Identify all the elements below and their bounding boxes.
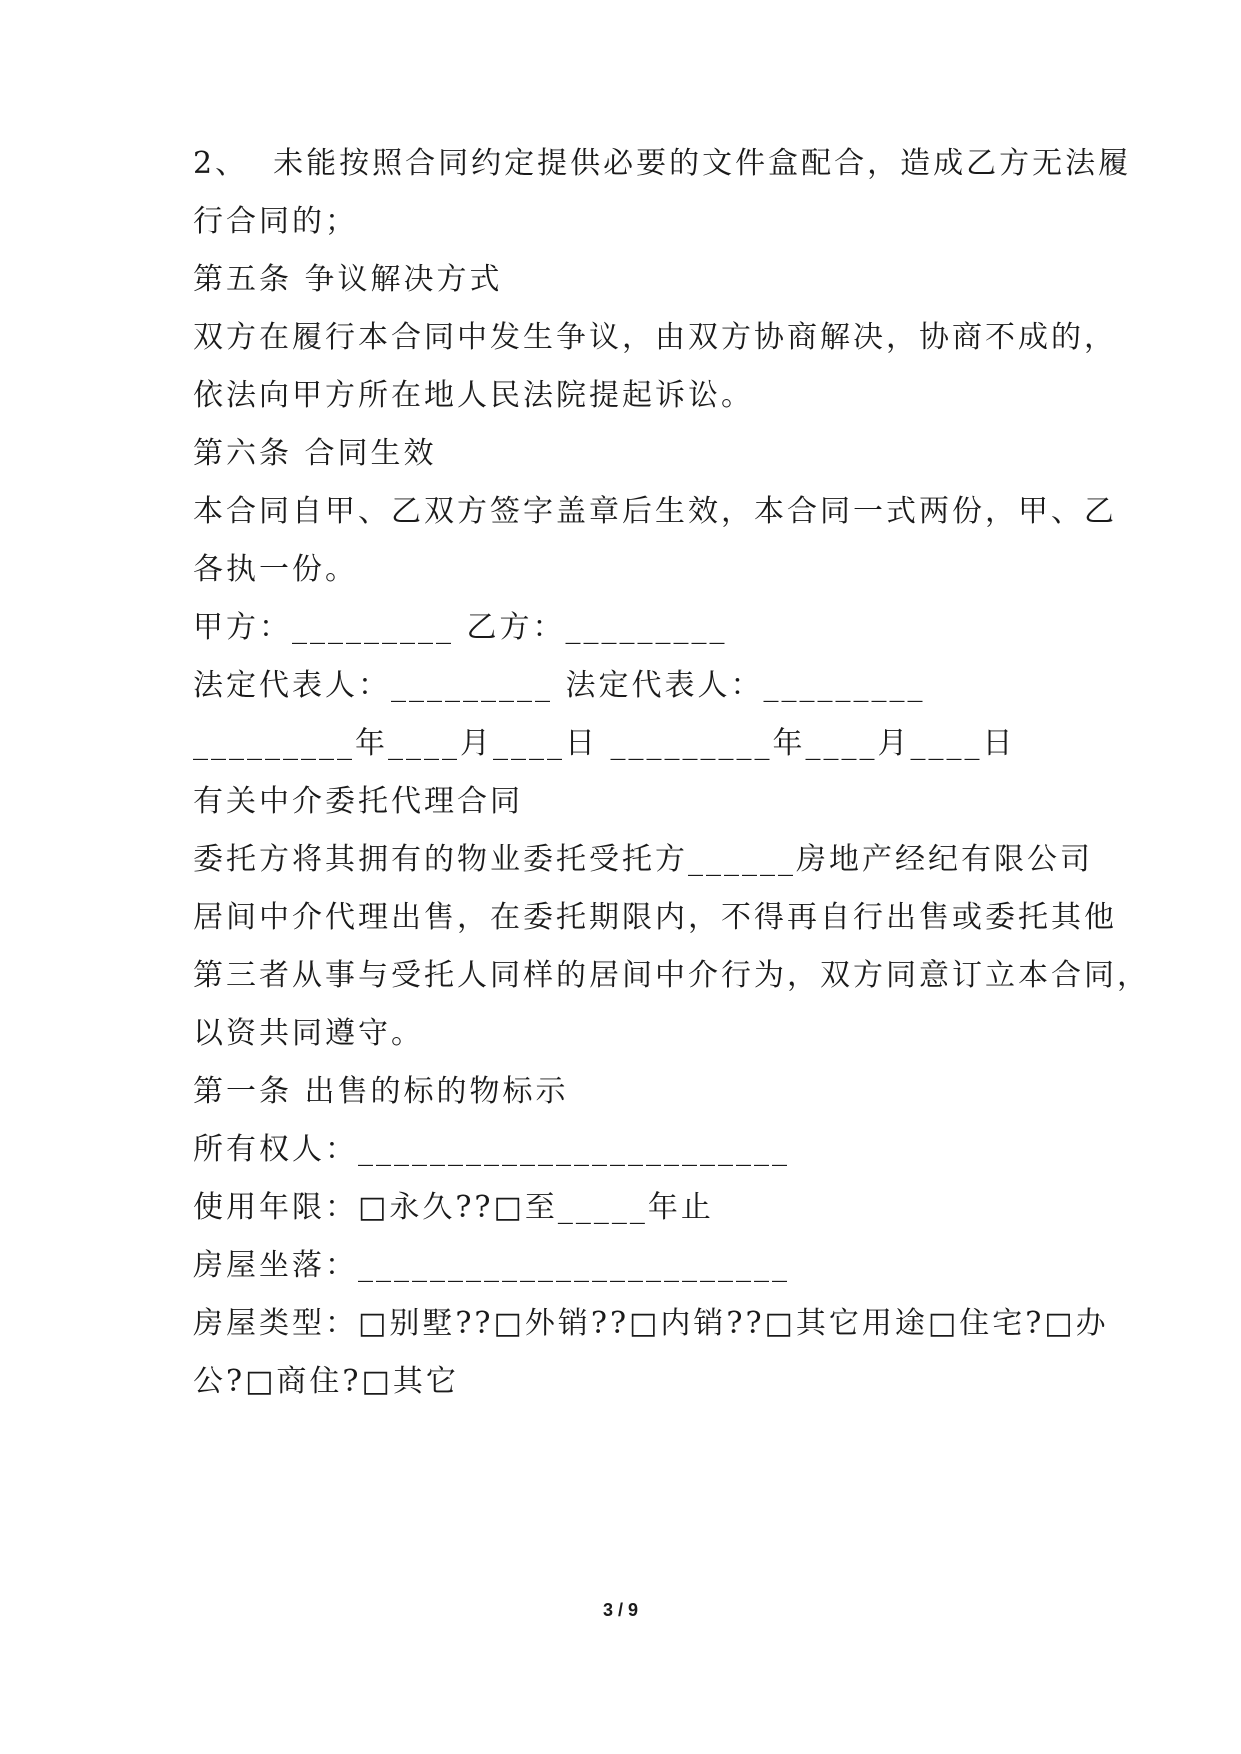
property-type-line-1: 房屋类型：□别墅??□外销??□内销??□其它用途□住宅?□办 (193, 1306, 1109, 1341)
clause-2-line-1: 2、 未能按照合同约定提供必要的文件盒配合，造成乙方无法履 (193, 146, 1132, 181)
owner-field-line: 所有权人：________________________ (193, 1132, 790, 1167)
party-signature-line: 甲方：_________ 乙方：_________ (193, 610, 728, 645)
property-type-line-2: 公?□商住?□其它 (193, 1364, 459, 1399)
property-location-line: 房屋坐落：________________________ (193, 1248, 790, 1283)
preamble-line-1: 委托方将其拥有的物业委托受托方______房地产经纪有限公司 (193, 842, 1093, 877)
legal-representative-line: 法定代表人：_________ 法定代表人：_________ (193, 668, 926, 703)
article-5-text-line-1: 双方在履行本合同中发生争议，由双方协商解决，协商不成的， (193, 320, 1117, 355)
contract-title: 有关中介委托代理合同 (193, 784, 523, 819)
article-6-heading: 第六条 合同生效 (193, 436, 437, 471)
article-1-heading: 第一条 出售的标的物标示 (193, 1074, 569, 1109)
preamble-line-2: 居间中介代理出售，在委托期限内，不得再自行出售或委托其他 (193, 900, 1117, 935)
article-5-text-line-2: 依法向甲方所在地人民法院提起诉讼。 (193, 378, 754, 413)
clause-2-line-2: 行合同的； (193, 204, 358, 239)
date-line: _________年____月____日 _________年____月____日 (193, 726, 1016, 761)
page-number: 3 / 9 (602, 1600, 639, 1620)
preamble-line-3: 第三者从事与受托人同样的居间中介行为，双方同意订立本合同， (193, 958, 1150, 993)
preamble-line-4: 以资共同遵守。 (193, 1016, 424, 1051)
article-5-heading: 第五条 争议解决方式 (193, 262, 503, 297)
usage-period-line: 使用年限：□永久??□至_____年止 (193, 1190, 714, 1225)
article-6-text-line-2: 各执一份。 (193, 552, 358, 587)
article-6-text-line-1: 本合同自甲、乙双方签字盖章后生效，本合同一式两份，甲、乙 (193, 494, 1117, 529)
